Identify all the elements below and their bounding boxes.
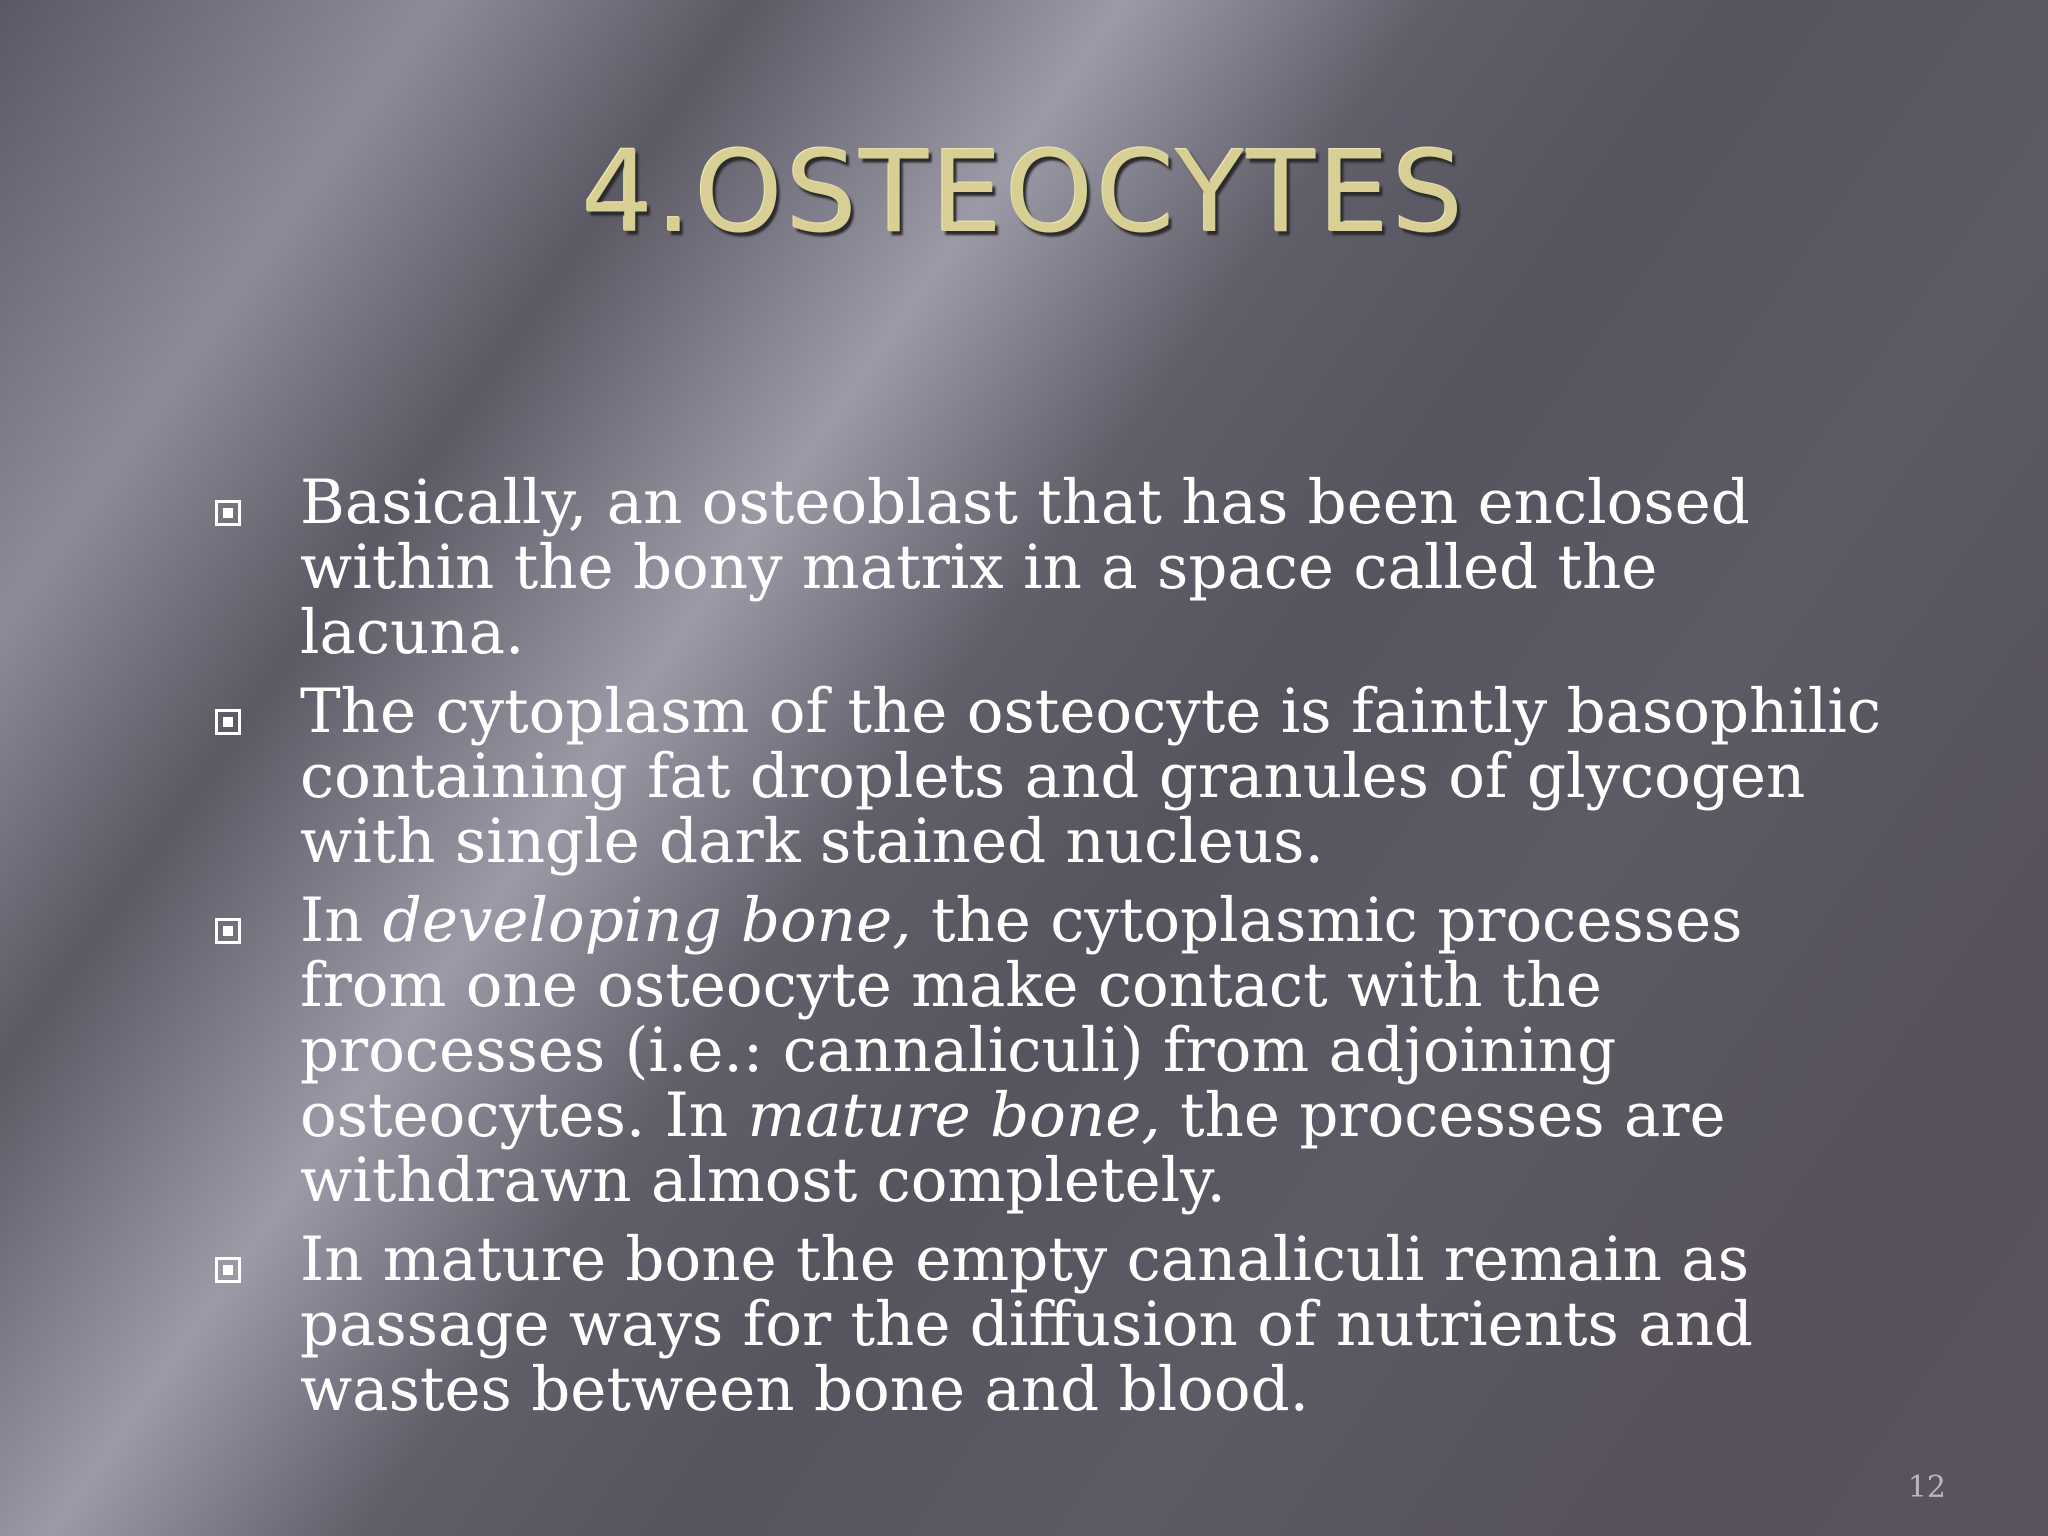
bullet-segment: In mature bone the empty canaliculi remain as passage ways for the diffusion of nutrients and wastes between bone and blood.: [300, 1224, 1753, 1425]
bullet-item: [200, 1224, 1900, 1425]
bullet-segment: the cytoplasmic processes from one osteocyte make contact with the processes (i.e.: cannaliculi) from adjoining osteocytes. In: [300, 885, 1743, 1151]
bullet-item: [200, 885, 1900, 1216]
bullet-segment-italic: developing bone,: [382, 885, 912, 956]
bullet-text: [300, 467, 1750, 668]
square-bullet-icon: [215, 500, 241, 526]
bullet-segment: In: [300, 885, 383, 956]
bullet-text: [300, 1224, 1753, 1425]
square-bullet-icon: [215, 709, 241, 735]
slide-title: 4.OSTEOCYTES: [581, 128, 1467, 258]
square-bullet-icon: [215, 918, 241, 944]
bullet-item: [200, 467, 1900, 668]
bullet-item: [200, 676, 1900, 877]
bullet-text: [300, 885, 1742, 1216]
bullet-list: [200, 467, 1900, 1436]
page-number: 12: [1907, 1470, 1946, 1505]
bullet-segment: The cytoplasm of the osteocyte is faintly basophilic containing fat droplets and granules of glycogen with single dark stained nucleus.: [300, 676, 1882, 877]
bullet-segment: the processes are withdrawn almost completely.: [300, 1080, 1726, 1216]
square-bullet-icon: [215, 1257, 241, 1283]
bullet-segment-italic: mature bone,: [747, 1080, 1161, 1151]
bullet-text: [300, 676, 1881, 877]
bullet-segment: Basically, an osteoblast that has been enclosed within the bony matrix in a space called the lacuna.: [300, 467, 1750, 668]
